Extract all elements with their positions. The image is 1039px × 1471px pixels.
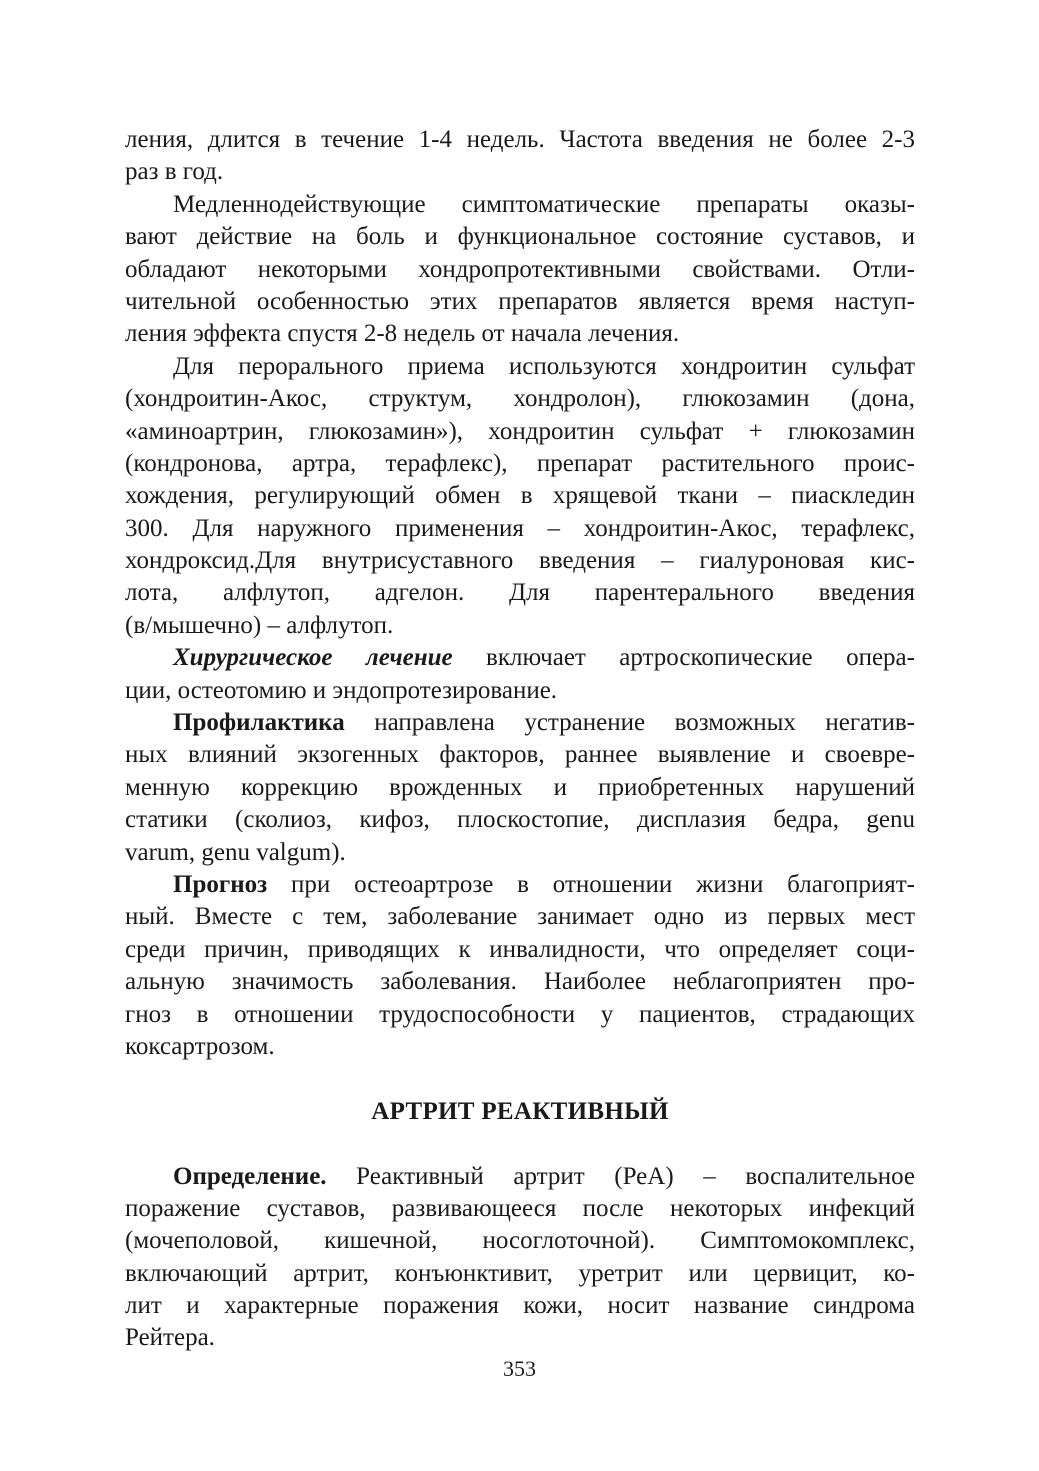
term-prognosis: Прогноз [173, 870, 268, 898]
paragraph-prognosis [125, 869, 915, 1063]
text-line: поражение суставов, развивающееся после некоторых инфекций [125, 1194, 915, 1222]
text-fragment: при остеоартрозе в отношении жизни благоприят- [267, 870, 915, 898]
text-line: ления, длится в течение 1-4 недель. Частота введения не более 2-3 [125, 126, 915, 153]
paragraph-slow-acting-drugs [125, 189, 915, 351]
text-line: 300. Для наружного применения – хондроитин-Акос, терафлекс, [125, 514, 915, 542]
text-line: менную коррекцию врожденных и приобретенных нарушений [125, 773, 915, 801]
term-surgical-treatment: Хирургическое лечение [173, 644, 453, 672]
text-line: «аминоартрин, глюкозамин»), хондроитин сульфат + глюкозамин [125, 417, 915, 445]
text-fragment: включает артроскопические опера- [452, 644, 915, 672]
text-line: (мочеполовой, кишечной, носоглоточной). Симптомокомплекс, [125, 1227, 915, 1255]
text-line: раз в год. [125, 158, 224, 186]
text-line [125, 869, 915, 901]
paragraph-surgical-treatment [125, 642, 915, 707]
text-line: статики (сколиоз, кифоз, плоскостопие, дисплазия бедра, genu [125, 806, 915, 834]
text-line: varum, genu valgum). [125, 838, 346, 866]
text-line: Рейтера. [125, 1324, 215, 1352]
spacer [125, 1128, 915, 1160]
text-line: лота, алфлутоп, адгелон. Для парентерального введения [125, 579, 915, 607]
term-prevention: Профилактика [173, 709, 345, 737]
text-line: ления эффекта спустя 2-8 недель от начала лечения. [125, 320, 680, 348]
text-line: Для перорального приема используются хондроитин сульфат [173, 352, 915, 380]
text-line: среди причин, приводящих к инвалидности, что определяет соци- [125, 935, 915, 963]
text-line: гноз в отношении трудоспособности у пациентов, страдающих [125, 1000, 915, 1028]
text-fragment: направлена устранение возможных негатив- [344, 709, 915, 737]
text-line: лит и характерные поражения кожи, носит название синдрома [125, 1292, 915, 1320]
text-line: ный. Вместе с тем, заболевание занимает одно из первых мест [125, 903, 915, 931]
text-fragment: Реактивный артрит (РеА) – воспалительное [326, 1162, 915, 1190]
text-line: ции, остеотомию и эндопротезирование. [125, 676, 558, 704]
text-line: Медленнодействующие симптоматические препараты оказы- [173, 190, 915, 218]
text-line: чительной особенностью этих препаратов является время наступ- [125, 287, 915, 315]
text-line: вают действие на боль и функциональное состояние суставов, и [125, 223, 915, 251]
text-line: коксартрозом. [125, 1032, 275, 1060]
text-line: хождения, регулирующий обмен в хрящевой ткани – пиаскледин [125, 482, 915, 510]
term-definition: Определение. [173, 1162, 327, 1190]
text-line: (кондронова, артра, терафлекс), препарат растительного проис- [125, 449, 915, 477]
paragraph-oral-intake [125, 351, 915, 643]
text-line: (хондроитин-Акос, структум, хондролон), глюкозамин (дона, [125, 385, 915, 413]
page-number: 353 [503, 1356, 536, 1381]
text-line [125, 707, 915, 739]
text-line: включающий артрит, конъюнктивит, уретрит или цервицит, ко- [125, 1259, 915, 1287]
text-line: альную значимость заболевания. Наиболее неблагоприятен про- [125, 968, 915, 996]
book-page [125, 124, 915, 1355]
paragraph-injection-frequency [125, 124, 915, 189]
text-line: (в/мышечно) – алфлутоп. [125, 611, 394, 639]
text-line: ных влияний экзогенных факторов, раннее выявление и своевре- [125, 741, 915, 769]
text-line: обладают некоторыми хондропротективными свойствами. Отли- [125, 255, 915, 283]
paragraph-prevention [125, 707, 915, 869]
paragraph-definition [125, 1161, 915, 1355]
text-line: хондроксид.Для внутрисуставного введения – гиалуроновая кис- [125, 547, 915, 575]
section-heading: АРТРИТ РЕАКТИВНЫЙ [371, 1097, 669, 1125]
text-line [125, 642, 915, 674]
spacer [125, 1063, 915, 1095]
text-line [125, 1161, 915, 1193]
